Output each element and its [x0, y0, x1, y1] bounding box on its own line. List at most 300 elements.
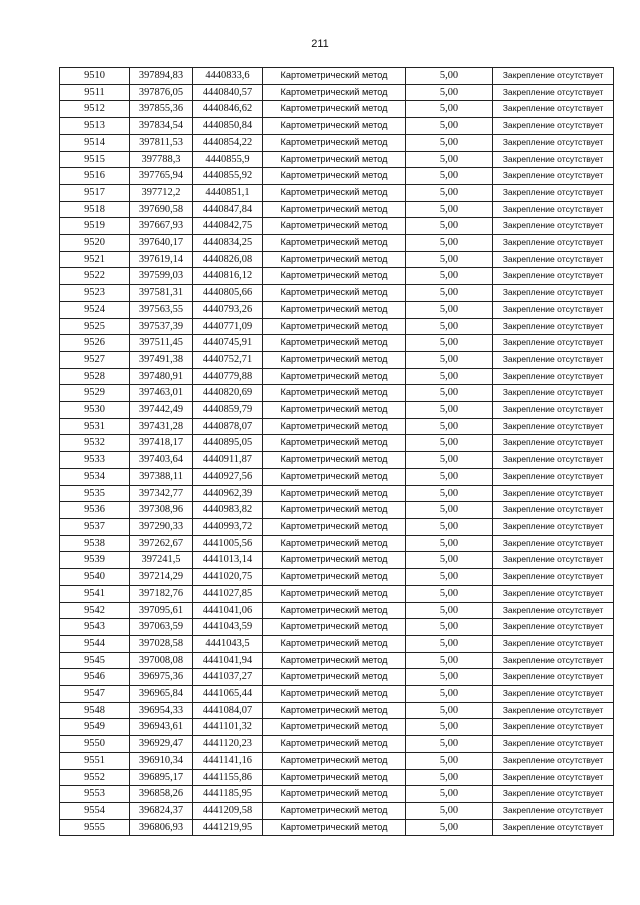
point-number-cell: 9541: [60, 585, 130, 602]
fixation-cell: Закрепление отсутствует: [493, 418, 614, 435]
accuracy-cell: 5,00: [406, 802, 493, 819]
point-number-cell: 9546: [60, 669, 130, 686]
table-row: [60, 368, 614, 385]
accuracy-cell: 5,00: [406, 134, 493, 151]
y-coordinate-cell: 4441041,06: [193, 602, 263, 619]
fixation-cell: Закрепление отсутствует: [493, 301, 614, 318]
coordinates-table: [59, 67, 614, 836]
point-number-cell: 9544: [60, 635, 130, 652]
point-number-cell: 9514: [60, 134, 130, 151]
point-number-cell: 9554: [60, 802, 130, 819]
accuracy-cell: 5,00: [406, 602, 493, 619]
point-number-cell: 9516: [60, 168, 130, 185]
method-cell: Картометрический метод: [263, 452, 406, 469]
fixation-cell: Закрепление отсутствует: [493, 602, 614, 619]
method-cell: Картометрический метод: [263, 719, 406, 736]
y-coordinate-cell: 4441043,5: [193, 635, 263, 652]
x-coordinate-cell: 397894,83: [130, 68, 193, 85]
method-cell: Картометрический метод: [263, 418, 406, 435]
table-row: [60, 201, 614, 218]
method-cell: Картометрический метод: [263, 819, 406, 836]
x-coordinate-cell: 397431,28: [130, 418, 193, 435]
method-cell: Картометрический метод: [263, 301, 406, 318]
table-row: [60, 118, 614, 135]
table-row: [60, 268, 614, 285]
accuracy-cell: 5,00: [406, 702, 493, 719]
point-number-cell: 9520: [60, 235, 130, 252]
x-coordinate-cell: 397690,58: [130, 201, 193, 218]
table-row: [60, 819, 614, 836]
method-cell: Картометрический метод: [263, 602, 406, 619]
table-row: [60, 184, 614, 201]
x-coordinate-cell: 397511,45: [130, 335, 193, 352]
fixation-cell: Закрепление отсутствует: [493, 351, 614, 368]
fixation-cell: Закрепление отсутствует: [493, 468, 614, 485]
table-row: [60, 168, 614, 185]
point-number-cell: 9550: [60, 736, 130, 753]
y-coordinate-cell: 4441005,56: [193, 535, 263, 552]
x-coordinate-cell: 396975,36: [130, 669, 193, 686]
fixation-cell: Закрепление отсутствует: [493, 335, 614, 352]
table-row: [60, 251, 614, 268]
point-number-cell: 9511: [60, 84, 130, 101]
method-cell: Картометрический метод: [263, 235, 406, 252]
method-cell: Картометрический метод: [263, 468, 406, 485]
method-cell: Картометрический метод: [263, 68, 406, 85]
accuracy-cell: 5,00: [406, 619, 493, 636]
x-coordinate-cell: 397418,17: [130, 435, 193, 452]
table-row: [60, 518, 614, 535]
y-coordinate-cell: 4440771,09: [193, 318, 263, 335]
y-coordinate-cell: 4440805,66: [193, 285, 263, 302]
x-coordinate-cell: 396929,47: [130, 736, 193, 753]
table-row: [60, 452, 614, 469]
fixation-cell: Закрепление отсутствует: [493, 168, 614, 185]
accuracy-cell: 5,00: [406, 769, 493, 786]
point-number-cell: 9519: [60, 218, 130, 235]
table-row: [60, 101, 614, 118]
table-row: [60, 435, 614, 452]
method-cell: Картометрический метод: [263, 535, 406, 552]
method-cell: Картометрический метод: [263, 251, 406, 268]
fixation-cell: Закрепление отсутствует: [493, 118, 614, 135]
point-number-cell: 9543: [60, 619, 130, 636]
point-number-cell: 9534: [60, 468, 130, 485]
y-coordinate-cell: 4441065,44: [193, 686, 263, 703]
accuracy-cell: 5,00: [406, 118, 493, 135]
method-cell: Картометрический метод: [263, 435, 406, 452]
table-row: [60, 485, 614, 502]
y-coordinate-cell: 4440833,6: [193, 68, 263, 85]
method-cell: Картометрический метод: [263, 518, 406, 535]
x-coordinate-cell: 397028,58: [130, 635, 193, 652]
method-cell: Картометрический метод: [263, 134, 406, 151]
method-cell: Картометрический метод: [263, 335, 406, 352]
y-coordinate-cell: 4440927,56: [193, 468, 263, 485]
x-coordinate-cell: 397095,61: [130, 602, 193, 619]
method-cell: Картометрический метод: [263, 201, 406, 218]
accuracy-cell: 5,00: [406, 201, 493, 218]
method-cell: Картометрический метод: [263, 736, 406, 753]
method-cell: Картометрический метод: [263, 368, 406, 385]
accuracy-cell: 5,00: [406, 84, 493, 101]
table-row: [60, 802, 614, 819]
x-coordinate-cell: 397442,49: [130, 402, 193, 419]
method-cell: Картометрический метод: [263, 268, 406, 285]
table-row: [60, 719, 614, 736]
fixation-cell: Закрепление отсутствует: [493, 268, 614, 285]
fixation-cell: Закрепление отсутствует: [493, 569, 614, 586]
x-coordinate-cell: 397290,33: [130, 518, 193, 535]
x-coordinate-cell: 396954,33: [130, 702, 193, 719]
x-coordinate-cell: 397876,05: [130, 84, 193, 101]
accuracy-cell: 5,00: [406, 468, 493, 485]
method-cell: Картометрический метод: [263, 385, 406, 402]
method-cell: Картометрический метод: [263, 285, 406, 302]
method-cell: Картометрический метод: [263, 752, 406, 769]
fixation-cell: Закрепление отсутствует: [493, 84, 614, 101]
x-coordinate-cell: 397855,36: [130, 101, 193, 118]
x-coordinate-cell: 396965,84: [130, 686, 193, 703]
table-row: [60, 769, 614, 786]
x-coordinate-cell: 397834,54: [130, 118, 193, 135]
y-coordinate-cell: 4440847,84: [193, 201, 263, 218]
y-coordinate-cell: 4440840,57: [193, 84, 263, 101]
point-number-cell: 9517: [60, 184, 130, 201]
y-coordinate-cell: 4440816,12: [193, 268, 263, 285]
accuracy-cell: 5,00: [406, 502, 493, 519]
table-row: [60, 418, 614, 435]
method-cell: Картометрический метод: [263, 619, 406, 636]
accuracy-cell: 5,00: [406, 335, 493, 352]
point-number-cell: 9552: [60, 769, 130, 786]
x-coordinate-cell: 397619,14: [130, 251, 193, 268]
fixation-cell: Закрепление отсутствует: [493, 819, 614, 836]
table-row: [60, 702, 614, 719]
accuracy-cell: 5,00: [406, 686, 493, 703]
method-cell: Картометрический метод: [263, 769, 406, 786]
table-row: [60, 235, 614, 252]
point-number-cell: 9525: [60, 318, 130, 335]
method-cell: Картометрический метод: [263, 351, 406, 368]
x-coordinate-cell: 397063,59: [130, 619, 193, 636]
table-row: [60, 569, 614, 586]
accuracy-cell: 5,00: [406, 535, 493, 552]
fixation-cell: Закрепление отсутствует: [493, 218, 614, 235]
accuracy-cell: 5,00: [406, 351, 493, 368]
x-coordinate-cell: 397599,03: [130, 268, 193, 285]
accuracy-cell: 5,00: [406, 652, 493, 669]
y-coordinate-cell: 4440983,82: [193, 502, 263, 519]
accuracy-cell: 5,00: [406, 736, 493, 753]
accuracy-cell: 5,00: [406, 569, 493, 586]
table-row: [60, 335, 614, 352]
x-coordinate-cell: 396824,37: [130, 802, 193, 819]
fixation-cell: Закрепление отсутствует: [493, 535, 614, 552]
x-coordinate-cell: 396943,61: [130, 719, 193, 736]
point-number-cell: 9536: [60, 502, 130, 519]
y-coordinate-cell: 4440745,91: [193, 335, 263, 352]
y-coordinate-cell: 4440854,22: [193, 134, 263, 151]
method-cell: Картометрический метод: [263, 569, 406, 586]
y-coordinate-cell: 4440878,07: [193, 418, 263, 435]
table-row: [60, 402, 614, 419]
fixation-cell: Закрепление отсутствует: [493, 101, 614, 118]
fixation-cell: Закрепление отсутствует: [493, 769, 614, 786]
x-coordinate-cell: 397788,3: [130, 151, 193, 168]
fixation-cell: Закрепление отсутствует: [493, 368, 614, 385]
accuracy-cell: 5,00: [406, 151, 493, 168]
table-row: [60, 535, 614, 552]
fixation-cell: Закрепление отсутствует: [493, 552, 614, 569]
method-cell: Картометрический метод: [263, 118, 406, 135]
accuracy-cell: 5,00: [406, 101, 493, 118]
method-cell: Картометрический метод: [263, 702, 406, 719]
point-number-cell: 9537: [60, 518, 130, 535]
accuracy-cell: 5,00: [406, 218, 493, 235]
point-number-cell: 9545: [60, 652, 130, 669]
accuracy-cell: 5,00: [406, 318, 493, 335]
table-row: [60, 351, 614, 368]
fixation-cell: Закрепление отсутствует: [493, 435, 614, 452]
accuracy-cell: 5,00: [406, 368, 493, 385]
method-cell: Картометрический метод: [263, 485, 406, 502]
table-row: [60, 652, 614, 669]
fixation-cell: Закрепление отсутствует: [493, 719, 614, 736]
fixation-cell: Закрепление отсутствует: [493, 318, 614, 335]
x-coordinate-cell: 396858,26: [130, 786, 193, 803]
table-row: [60, 151, 614, 168]
fixation-cell: Закрепление отсутствует: [493, 68, 614, 85]
y-coordinate-cell: 4441120,23: [193, 736, 263, 753]
accuracy-cell: 5,00: [406, 184, 493, 201]
x-coordinate-cell: 397463,01: [130, 385, 193, 402]
table-row: [60, 602, 614, 619]
y-coordinate-cell: 4440834,25: [193, 235, 263, 252]
point-number-cell: 9532: [60, 435, 130, 452]
y-coordinate-cell: 4441041,94: [193, 652, 263, 669]
point-number-cell: 9540: [60, 569, 130, 586]
point-number-cell: 9553: [60, 786, 130, 803]
x-coordinate-cell: 397537,39: [130, 318, 193, 335]
y-coordinate-cell: 4440859,79: [193, 402, 263, 419]
method-cell: Картометрический метод: [263, 552, 406, 569]
fixation-cell: Закрепление отсутствует: [493, 702, 614, 719]
table-row: [60, 68, 614, 85]
y-coordinate-cell: 4440793,26: [193, 301, 263, 318]
accuracy-cell: 5,00: [406, 552, 493, 569]
table-row: [60, 318, 614, 335]
table-row: [60, 285, 614, 302]
x-coordinate-cell: 397640,17: [130, 235, 193, 252]
method-cell: Картометрический метод: [263, 101, 406, 118]
y-coordinate-cell: 4440895,05: [193, 435, 263, 452]
y-coordinate-cell: 4441219,95: [193, 819, 263, 836]
table-body: [60, 68, 614, 836]
page-number: 211: [311, 38, 329, 50]
table-row: [60, 301, 614, 318]
point-number-cell: 9522: [60, 268, 130, 285]
x-coordinate-cell: 396806,93: [130, 819, 193, 836]
y-coordinate-cell: 4440779,88: [193, 368, 263, 385]
method-cell: Картометрический метод: [263, 218, 406, 235]
x-coordinate-cell: 397811,53: [130, 134, 193, 151]
x-coordinate-cell: 397712,2: [130, 184, 193, 201]
method-cell: Картометрический метод: [263, 318, 406, 335]
point-number-cell: 9531: [60, 418, 130, 435]
x-coordinate-cell: 397581,31: [130, 285, 193, 302]
y-coordinate-cell: 4440851,1: [193, 184, 263, 201]
point-number-cell: 9526: [60, 335, 130, 352]
x-coordinate-cell: 397342,77: [130, 485, 193, 502]
point-number-cell: 9535: [60, 485, 130, 502]
point-number-cell: 9518: [60, 201, 130, 218]
method-cell: Картометрический метод: [263, 84, 406, 101]
fixation-cell: Закрепление отсутствует: [493, 585, 614, 602]
accuracy-cell: 5,00: [406, 635, 493, 652]
y-coordinate-cell: 4440842,75: [193, 218, 263, 235]
fixation-cell: Закрепление отсутствует: [493, 402, 614, 419]
point-number-cell: 9512: [60, 101, 130, 118]
y-coordinate-cell: 4440993,72: [193, 518, 263, 535]
table-row: [60, 502, 614, 519]
point-number-cell: 9524: [60, 301, 130, 318]
table-row: [60, 552, 614, 569]
point-number-cell: 9510: [60, 68, 130, 85]
y-coordinate-cell: 4441185,95: [193, 786, 263, 803]
x-coordinate-cell: 396895,17: [130, 769, 193, 786]
fixation-cell: Закрепление отсутствует: [493, 736, 614, 753]
fixation-cell: Закрепление отсутствует: [493, 184, 614, 201]
fixation-cell: Закрепление отсутствует: [493, 201, 614, 218]
point-number-cell: 9529: [60, 385, 130, 402]
y-coordinate-cell: 4440850,84: [193, 118, 263, 135]
table-row: [60, 619, 614, 636]
fixation-cell: Закрепление отсутствует: [493, 619, 614, 636]
table-row: [60, 468, 614, 485]
y-coordinate-cell: 4441013,14: [193, 552, 263, 569]
x-coordinate-cell: 397388,11: [130, 468, 193, 485]
accuracy-cell: 5,00: [406, 251, 493, 268]
x-coordinate-cell: 397008,08: [130, 652, 193, 669]
method-cell: Картометрический метод: [263, 151, 406, 168]
y-coordinate-cell: 4441209,58: [193, 802, 263, 819]
method-cell: Картометрический метод: [263, 184, 406, 201]
y-coordinate-cell: 4440962,39: [193, 485, 263, 502]
x-coordinate-cell: 397182,76: [130, 585, 193, 602]
y-coordinate-cell: 4440855,9: [193, 151, 263, 168]
table-row: [60, 635, 614, 652]
method-cell: Картометрический метод: [263, 502, 406, 519]
method-cell: Картометрический метод: [263, 786, 406, 803]
accuracy-cell: 5,00: [406, 235, 493, 252]
y-coordinate-cell: 4440820,69: [193, 385, 263, 402]
x-coordinate-cell: 397491,38: [130, 351, 193, 368]
x-coordinate-cell: 397667,93: [130, 218, 193, 235]
y-coordinate-cell: 4441043,59: [193, 619, 263, 636]
point-number-cell: 9513: [60, 118, 130, 135]
y-coordinate-cell: 4440846,62: [193, 101, 263, 118]
accuracy-cell: 5,00: [406, 435, 493, 452]
table-row: [60, 686, 614, 703]
table-row: [60, 736, 614, 753]
fixation-cell: Закрепление отсутствует: [493, 802, 614, 819]
fixation-cell: Закрепление отсутствует: [493, 669, 614, 686]
table-row: [60, 134, 614, 151]
accuracy-cell: 5,00: [406, 719, 493, 736]
accuracy-cell: 5,00: [406, 585, 493, 602]
point-number-cell: 9527: [60, 351, 130, 368]
accuracy-cell: 5,00: [406, 68, 493, 85]
method-cell: Картометрический метод: [263, 686, 406, 703]
table-row: [60, 84, 614, 101]
method-cell: Картометрический метод: [263, 402, 406, 419]
fixation-cell: Закрепление отсутствует: [493, 686, 614, 703]
y-coordinate-cell: 4440911,87: [193, 452, 263, 469]
accuracy-cell: 5,00: [406, 285, 493, 302]
method-cell: Картометрический метод: [263, 802, 406, 819]
accuracy-cell: 5,00: [406, 819, 493, 836]
fixation-cell: Закрепление отсутствует: [493, 151, 614, 168]
method-cell: Картометрический метод: [263, 585, 406, 602]
y-coordinate-cell: 4441020,75: [193, 569, 263, 586]
accuracy-cell: 5,00: [406, 752, 493, 769]
y-coordinate-cell: 4440855,92: [193, 168, 263, 185]
table-row: [60, 385, 614, 402]
y-coordinate-cell: 4440752,71: [193, 351, 263, 368]
y-coordinate-cell: 4441101,32: [193, 719, 263, 736]
fixation-cell: Закрепление отсутствует: [493, 134, 614, 151]
x-coordinate-cell: 397262,67: [130, 535, 193, 552]
fixation-cell: Закрепление отсутствует: [493, 502, 614, 519]
point-number-cell: 9521: [60, 251, 130, 268]
accuracy-cell: 5,00: [406, 452, 493, 469]
point-number-cell: 9515: [60, 151, 130, 168]
method-cell: Картометрический метод: [263, 635, 406, 652]
point-number-cell: 9547: [60, 686, 130, 703]
fixation-cell: Закрепление отсутствует: [493, 452, 614, 469]
fixation-cell: Закрепление отсутствует: [493, 786, 614, 803]
method-cell: Картометрический метод: [263, 652, 406, 669]
point-number-cell: 9523: [60, 285, 130, 302]
x-coordinate-cell: 397480,91: [130, 368, 193, 385]
table-row: [60, 786, 614, 803]
accuracy-cell: 5,00: [406, 518, 493, 535]
fixation-cell: Закрепление отсутствует: [493, 251, 614, 268]
fixation-cell: Закрепление отсутствует: [493, 752, 614, 769]
point-number-cell: 9555: [60, 819, 130, 836]
table-row: [60, 669, 614, 686]
point-number-cell: 9551: [60, 752, 130, 769]
point-number-cell: 9530: [60, 402, 130, 419]
point-number-cell: 9548: [60, 702, 130, 719]
y-coordinate-cell: 4441037,27: [193, 669, 263, 686]
accuracy-cell: 5,00: [406, 402, 493, 419]
point-number-cell: 9542: [60, 602, 130, 619]
point-number-cell: 9539: [60, 552, 130, 569]
fixation-cell: Закрепление отсутствует: [493, 485, 614, 502]
x-coordinate-cell: 397403,64: [130, 452, 193, 469]
accuracy-cell: 5,00: [406, 786, 493, 803]
y-coordinate-cell: 4441027,85: [193, 585, 263, 602]
method-cell: Картометрический метод: [263, 168, 406, 185]
point-number-cell: 9549: [60, 719, 130, 736]
y-coordinate-cell: 4440826,08: [193, 251, 263, 268]
table-row: [60, 218, 614, 235]
accuracy-cell: 5,00: [406, 385, 493, 402]
accuracy-cell: 5,00: [406, 418, 493, 435]
accuracy-cell: 5,00: [406, 301, 493, 318]
